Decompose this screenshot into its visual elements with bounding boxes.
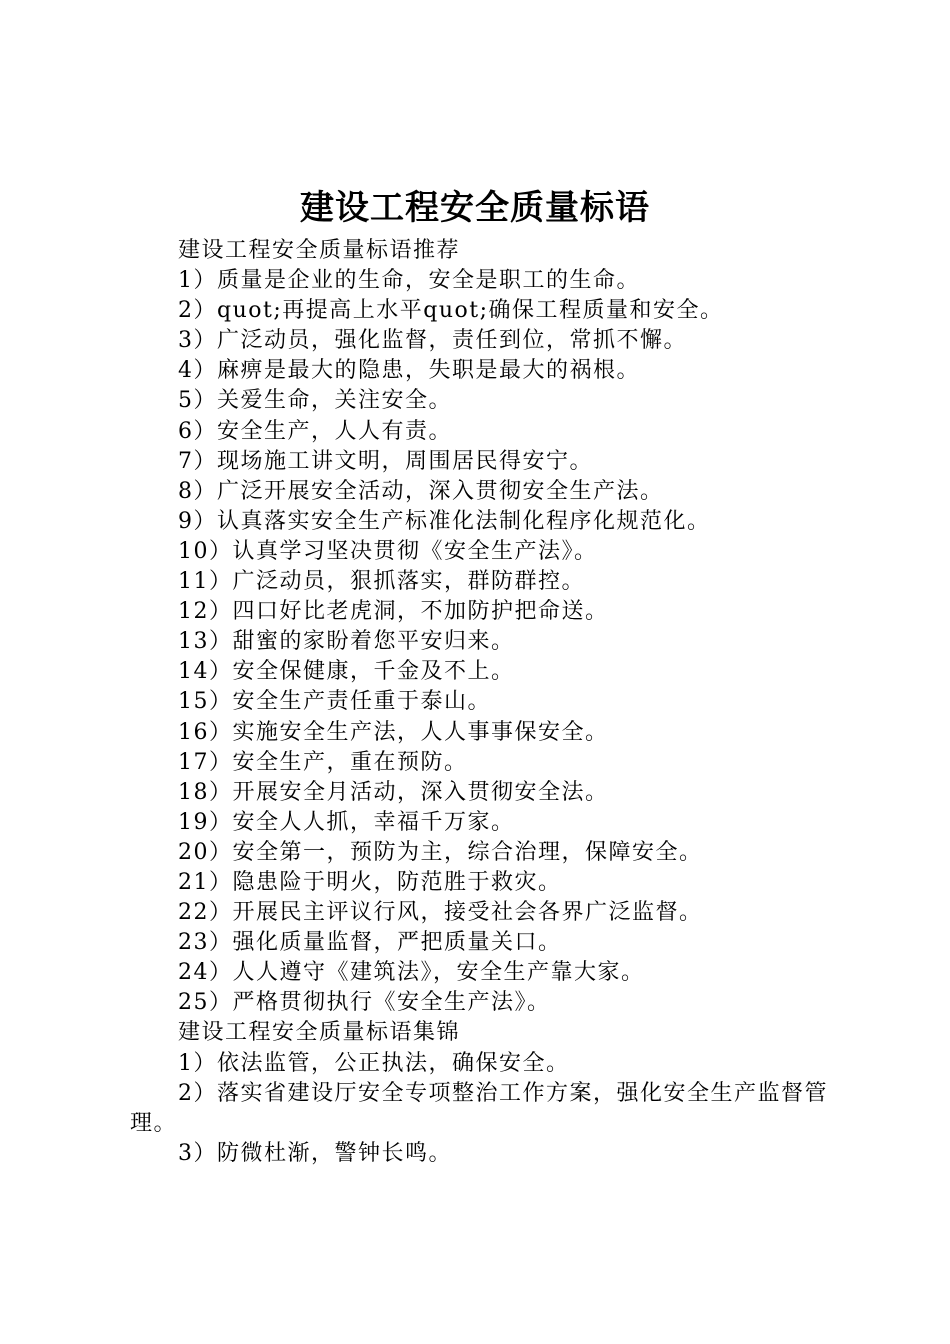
list-item: 17）安全生产，重在预防。 xyxy=(178,749,468,775)
list-item: 12）四口好比老虎洞，不加防护把命送。 xyxy=(178,599,609,625)
section-heading: 建设工程安全质量标语集锦 xyxy=(178,1020,461,1046)
list-item: 23）强化质量监督，严把质量关口。 xyxy=(178,930,562,956)
list-item: 3）广泛动员，强化监督，责任到位，常抓不懈。 xyxy=(178,328,687,354)
list-item: 8）广泛开展安全活动，深入贯彻安全生产法。 xyxy=(178,478,664,504)
list-item: 2）落实省建设厅安全专项整治工作方案，强化安全生产监督管理。 xyxy=(130,1080,828,1136)
list-item: 1）质量是企业的生命，安全是职工的生命。 xyxy=(178,268,640,294)
list-item: 14）安全保健康，千金及不上。 xyxy=(178,659,515,685)
list-item: 9）认真落实安全生产标准化法制化程序化规范化。 xyxy=(178,508,711,534)
list-item: 5）关爱生命，关注安全。 xyxy=(178,388,452,414)
list-item: 16）实施安全生产法，人人事事保安全。 xyxy=(178,719,609,745)
list-item: 4）麻痹是最大的隐患，失职是最大的祸根。 xyxy=(178,358,640,384)
section-heading: 建设工程安全质量标语推荐 xyxy=(178,238,461,263)
list-item: 13）甜蜜的家盼着您平安归来。 xyxy=(178,629,515,655)
list-item: 10）认真学习坚决贯彻《安全生产法》。 xyxy=(178,538,598,564)
list-item: 7）现场施工讲文明，周围居民得安宁。 xyxy=(178,448,593,474)
page-title: 建设工程安全质量标语 xyxy=(300,188,650,228)
list-item: 6）安全生产，人人有责。 xyxy=(178,418,452,444)
list-item: 1）依法监管，公正执法，确保安全。 xyxy=(178,1050,570,1076)
list-item: 19）安全人人抓，幸福千万家。 xyxy=(178,809,515,835)
list-item: 22）开展民主评议行风，接受社会各界广泛监督。 xyxy=(178,900,703,926)
list-item: 21）隐患险于明火，防范胜于救灾。 xyxy=(178,869,562,895)
list-item: 25）严格贯彻执行《安全生产法》。 xyxy=(178,990,551,1016)
list-item: 20）安全第一，预防为主，综合治理，保障安全。 xyxy=(178,839,703,865)
list-item: 24）人人遵守《建筑法》，安全生产靠大家。 xyxy=(178,960,645,986)
list-item: 18）开展安全月活动，深入贯彻安全法。 xyxy=(178,779,609,805)
list-item: 15）安全生产责任重于泰山。 xyxy=(178,689,491,715)
list-item: 2）quot;再提高上水平quot;确保工程质量和安全。 xyxy=(178,298,724,324)
list-item: 11）广泛动员，狠抓落实，群防群控。 xyxy=(178,569,585,595)
list-item: 3）防微杜渐，警钟长鸣。 xyxy=(178,1140,452,1166)
document-body xyxy=(130,236,835,1169)
